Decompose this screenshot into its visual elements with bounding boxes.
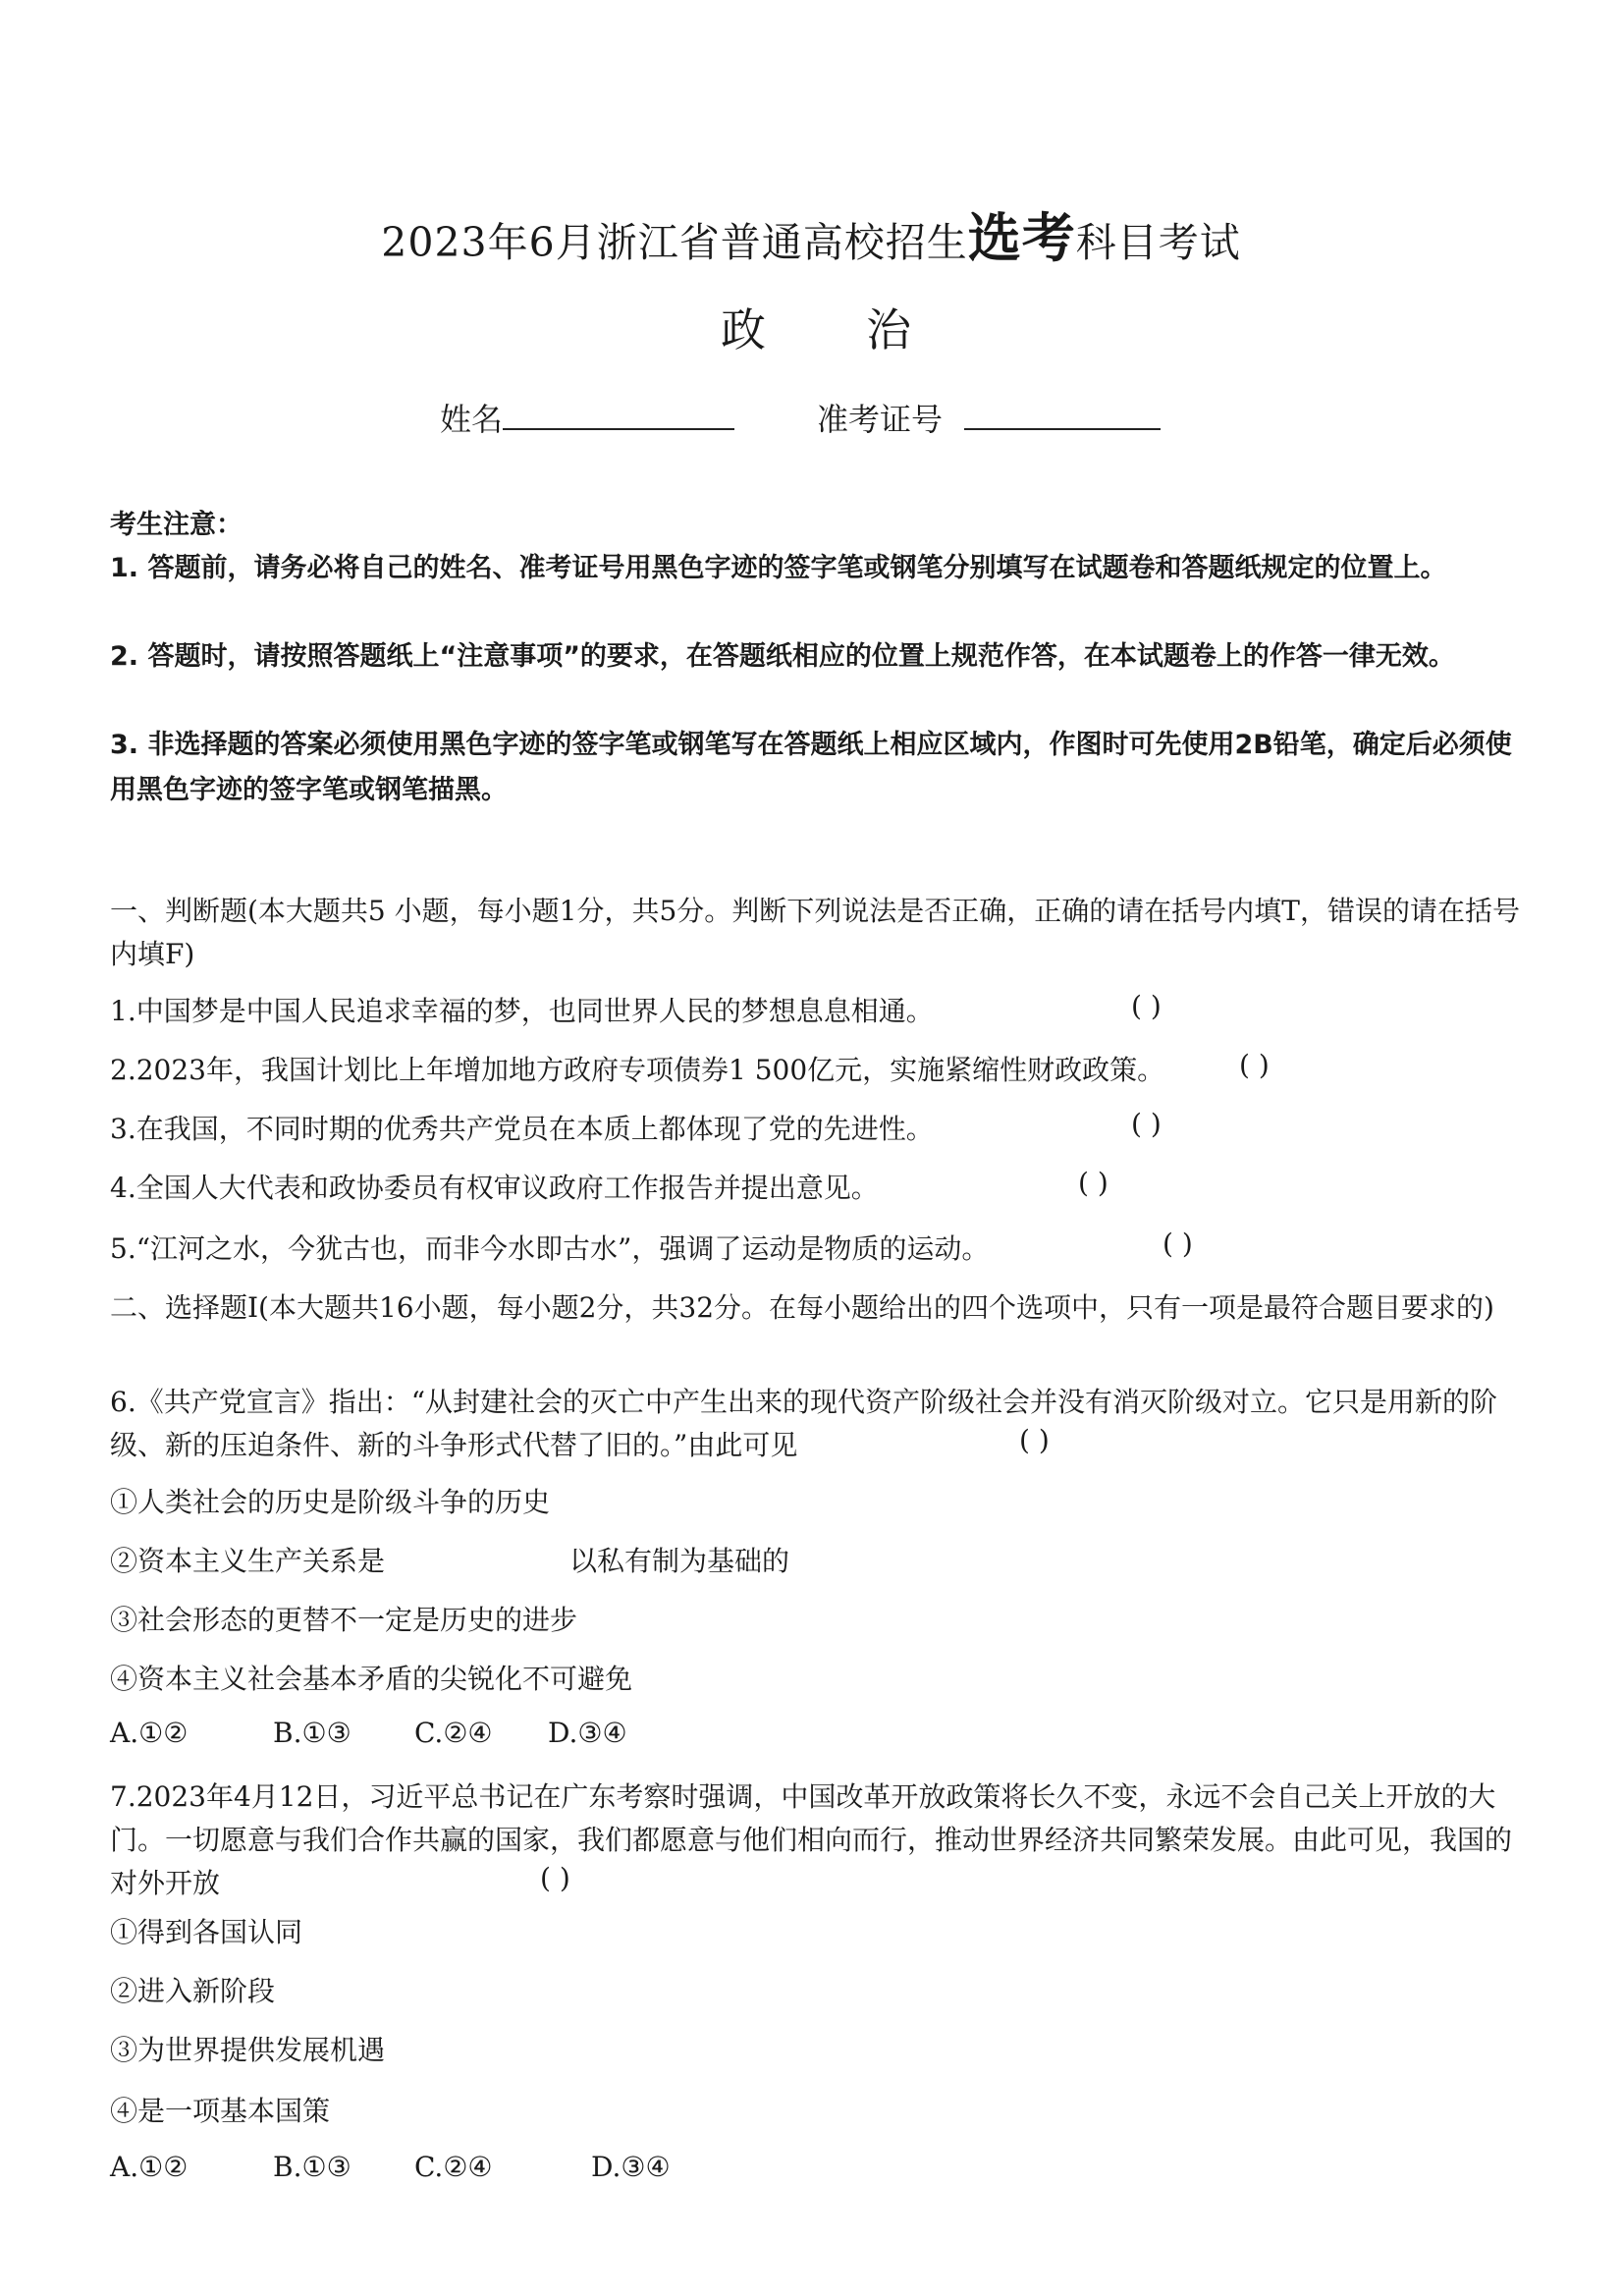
answer-paren-5[interactable]: ( ): [1162, 1228, 1193, 1260]
question-4: 4.全国人大代表和政协委员有权审议政府工作报告并提出意见。: [110, 1172, 879, 1204]
question-2: 2.2023年，我国计划比上年增加地方政府专项债券1 500亿元，实施紧缩性财政政策。: [110, 1054, 1165, 1086]
name-label: 姓名: [440, 401, 504, 438]
notice-heading: 考生注意：: [110, 510, 243, 540]
q6-choice-b[interactable]: B.①③: [273, 1717, 351, 1749]
question-5: 5.“江河之水，今犹古也，而非今水即古水”，强调了运动是物质的运动。: [110, 1232, 990, 1265]
q6-statement-1: ①人类社会的历史是阶级斗争的历史: [110, 1486, 551, 1518]
answer-paren-7[interactable]: ( ): [540, 1862, 570, 1894]
name-blank: [503, 399, 734, 430]
subject-char-1: 政: [721, 303, 766, 356]
q7-statement-2: ②进入新阶段: [110, 1975, 276, 2007]
name-field: [440, 395, 734, 440]
section1-heading: 一、判断题(本大题共5 小题，每小题1分，共5分。判断下列说法是否正确，正确的请在括号内填T，错误的请在括号内填F): [110, 895, 1520, 970]
q7-choice-d[interactable]: D.③④: [591, 2151, 671, 2183]
q6-statement-2b: 以私有制为基础的: [569, 1545, 790, 1577]
notice-item-1: 1. 答题前，请务必将自己的姓名、准考证号用黑色字迹的签字笔或钢笔分别填写在试题卷和答题纸规定的位置上。: [110, 553, 1447, 583]
q6-choice-a[interactable]: A.①②: [110, 1717, 189, 1749]
q6-statement-3: ③社会形态的更替不一定是历史的进步: [110, 1604, 578, 1636]
q7-choice-b[interactable]: B.①③: [273, 2151, 351, 2183]
answer-paren-6[interactable]: ( ): [1019, 1424, 1050, 1456]
exam-id-blank: [964, 399, 1161, 430]
q7-choice-c[interactable]: C.②④: [414, 2151, 493, 2183]
exam-id-label: 准考证号: [817, 401, 944, 438]
q7-choice-a[interactable]: A.①②: [110, 2151, 189, 2183]
section2-heading: 二、选择题I(本大题共16小题，每小题2分，共32分。在每小题给出的四个选项中，只有一项是最符合题目要求的): [110, 1291, 1494, 1324]
q6-statement-4: ④资本主义社会基本矛盾的尖锐化不可避免: [110, 1663, 633, 1695]
exam-title-prefix: 2023年6月浙江省普通高校招生: [381, 219, 968, 266]
q7-statement-1: ①得到各国认同: [110, 1916, 303, 1948]
q6-statement-2a: ②资本主义生产关系是: [110, 1545, 386, 1577]
answer-paren-1[interactable]: ( ): [1131, 990, 1162, 1022]
question-1: 1.中国梦是中国人民追求幸福的梦，也同世界人民的梦想息息相通。: [110, 995, 934, 1027]
q6-choice-c[interactable]: C.②④: [414, 1717, 493, 1749]
exam-id-field: [817, 395, 1161, 440]
question-7-stem: 7.2023年4月12日，习近平总书记在广东考察时强调，中国改革开放政策将长久不变，永远不会自己关上开放的大门。一切愿意与我们合作共赢的国家，我们都愿意与他们相向而行，推动世界经济共同繁荣发展。由此可见，我国的对外开放: [110, 1780, 1513, 1899]
q6-choice-d[interactable]: D.③④: [548, 1717, 627, 1749]
question-3: 3.在我国，不同时期的优秀共产党员在本质上都体现了党的先进性。: [110, 1113, 934, 1145]
notice-item-3: 3. 非选择题的答案必须使用黑色字迹的签字笔或钢笔写在答题纸上相应区域内，作图时可先使用2B铅笔，确定后必须使用黑色字迹的签字笔或钢笔描黑。: [110, 730, 1512, 805]
answer-paren-3[interactable]: ( ): [1131, 1108, 1162, 1140]
question-6-stem: 6.《共产党宣言》指出：“从封建社会的灭亡中产生出来的现代资产阶级社会并没有消灭阶级对立。它只是用新的阶级、新的压迫条件、新的斗争形式代替了旧的。”由此可见: [110, 1386, 1498, 1461]
exam-title-emphasis: 选考: [967, 206, 1076, 269]
subject-char-2: 治: [866, 303, 911, 356]
answer-paren-2[interactable]: ( ): [1239, 1049, 1270, 1081]
answer-paren-4[interactable]: ( ): [1078, 1167, 1108, 1199]
q7-statement-3: ③为世界提供发展机遇: [110, 2034, 386, 2066]
exam-title: [0, 196, 1622, 272]
notice-item-2: 2. 答题时，请按照答题纸上“注意事项”的要求，在答题纸相应的位置上规范作答，在本试题卷上的作答一律无效。: [110, 641, 1455, 672]
q7-statement-4: ④是一项基本国策: [110, 2095, 331, 2127]
exam-title-suffix: 科目考试: [1075, 219, 1241, 266]
